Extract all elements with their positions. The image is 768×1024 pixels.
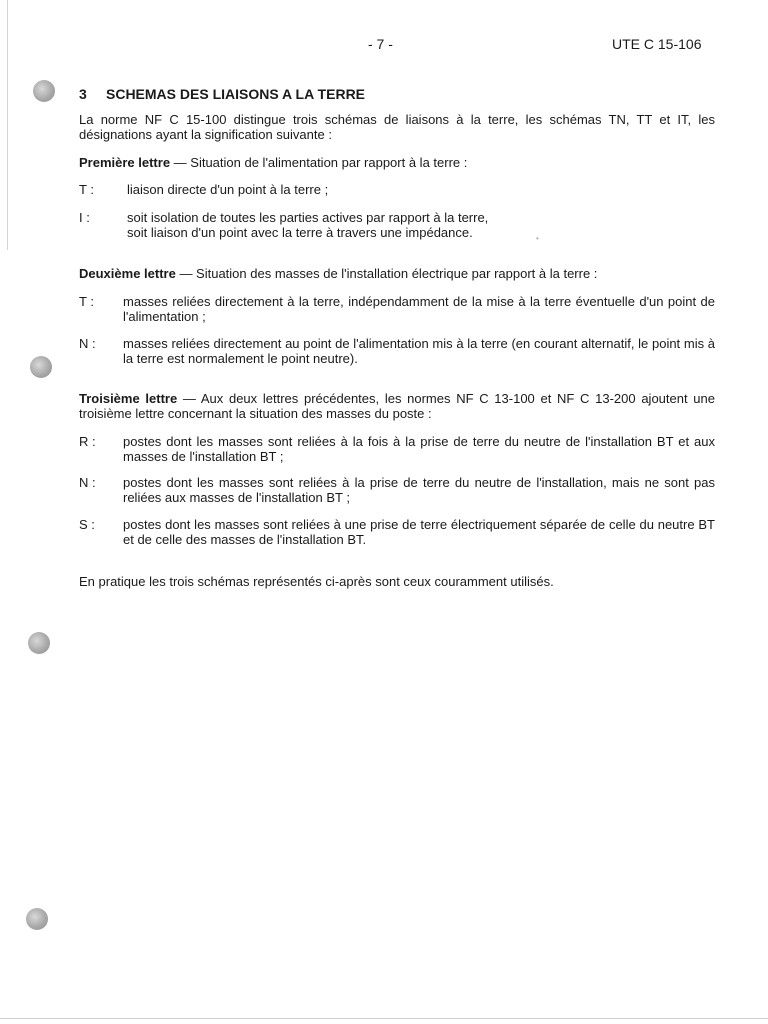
punch-hole-icon (33, 80, 55, 102)
first-letter-heading (79, 155, 715, 170)
item-code: R : (79, 434, 96, 449)
section-title (79, 86, 365, 102)
item-text: liaison directe d'un point à la terre ; (127, 182, 329, 197)
third-letter-description: — Aux deux lettres précédentes, les normes NF C 13-100 et NF C 13-200 ajoutent une troisième lettre concernant la situation des masses du poste : (79, 391, 715, 421)
scan-speck: • (536, 234, 539, 243)
section-number: 3 (79, 86, 87, 102)
item-code: T : (79, 182, 94, 197)
first-letter-label: Première lettre (79, 155, 171, 170)
item-text: postes dont les masses sont reliées à la prise de terre du neutre de l'installation, mais ne sont pas reliées aux masses de l'installation BT ; (123, 475, 715, 505)
item-code: N : (79, 336, 96, 351)
scan-bottom-line (0, 1018, 768, 1019)
item-text: postes dont les masses sont reliées à une prise de terre électriquement séparée de celle du neutre BT et de celle des masses de l'installation BT. (123, 517, 715, 547)
page-number: - 7 - (368, 36, 393, 52)
punch-hole-icon (28, 632, 50, 654)
item-code: I : (79, 210, 90, 225)
item-code: S : (79, 517, 95, 532)
item-code: T : (79, 294, 94, 309)
item-code: N : (79, 475, 96, 490)
first-letter-description: — Situation de l'alimentation par rapport à la terre : (170, 155, 468, 170)
section-title-text: SCHEMAS DES LIAISONS A LA TERRE (106, 86, 366, 102)
item-text-line: soit isolation de toutes les parties actives par rapport à la terre, (127, 210, 489, 225)
second-letter-heading (79, 266, 715, 281)
punch-hole-icon (26, 908, 48, 930)
third-letter-label: Troisième lettre (79, 391, 178, 406)
third-letter-paragraph (79, 391, 715, 421)
document-reference: UTE C 15-106 (612, 36, 702, 52)
item-text: postes dont les masses sont reliées à la fois à la prise de terre du neutre de l'installation BT et aux masses de l'installation BT ; (123, 434, 715, 464)
item-text: masses reliées directement à la terre, indépendamment de la mise à la terre éventuelle d'un point de l'alimentation ; (123, 294, 715, 324)
item-text-line: soit liaison d'un point avec la terre à travers une impédance. (127, 225, 473, 240)
conclusion-paragraph: En pratique les trois schémas représentés ci-après sont ceux couramment utilisés. (79, 574, 554, 589)
punch-hole-icon (30, 356, 52, 378)
intro-paragraph: La norme NF C 15-100 distingue trois schémas de liaisons à la terre, les schémas TN, TT et IT, les désignations ayant la signification suivante : (79, 112, 715, 142)
scan-edge-line (7, 0, 8, 250)
item-text: masses reliées directement au point de l'alimentation mis à la terre (en courant alternatif, le point mis à la terre est normalement le point neutre). (123, 336, 715, 366)
second-letter-label: Deuxième lettre (79, 266, 176, 281)
second-letter-description: — Situation des masses de l'installation électrique par rapport à la terre : (175, 266, 598, 281)
